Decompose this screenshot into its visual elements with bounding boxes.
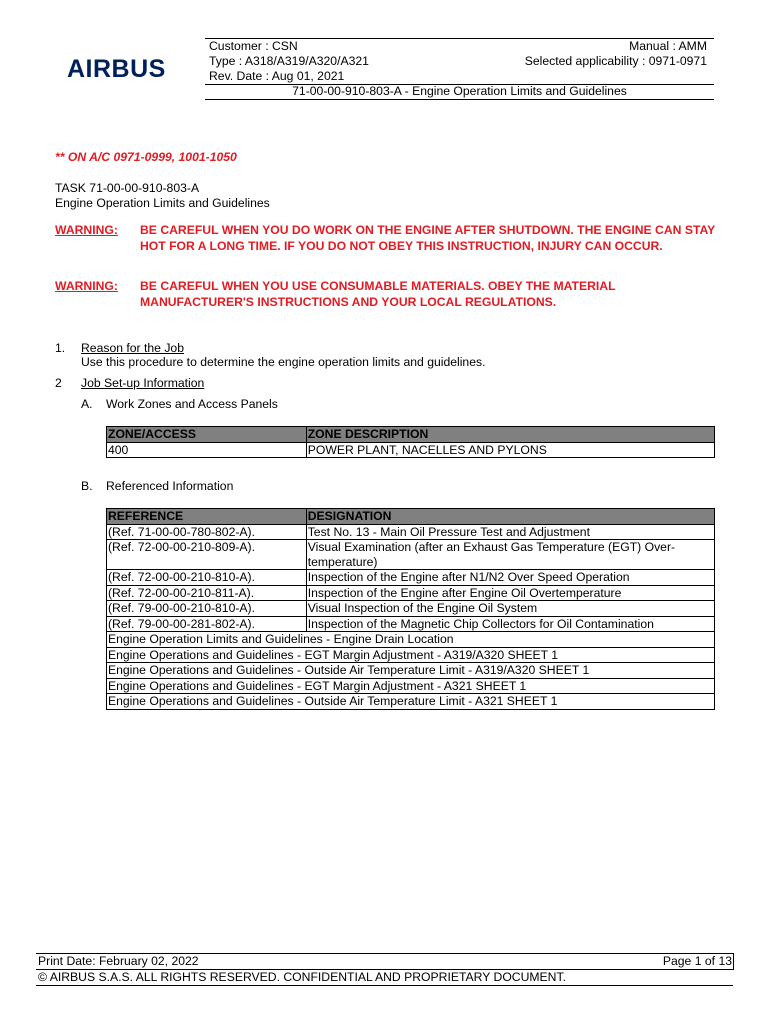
task-id: TASK 71-00-00-910-803-A xyxy=(55,181,200,195)
footer-print-date: Print Date: February 02, 2022 xyxy=(38,954,199,968)
reference-cell: (Ref. 71-00-00-780-802-A). xyxy=(107,524,307,540)
header-customer: Customer : CSN xyxy=(209,39,298,53)
figure-reference-cell: Engine Operations and Guidelines - Outside Air Temperature Limit - A319/A320 SHEET 1 xyxy=(107,663,715,679)
reference-cell: (Ref. 79-00-00-281-802-A). xyxy=(107,616,307,632)
header-manual: Manual : AMM xyxy=(629,39,707,53)
zone-table xyxy=(106,426,715,458)
subsection-a-title: Work Zones and Access Panels xyxy=(106,397,278,411)
designation-cell: Inspection of the Magnetic Chip Collectors for Oil Contamination xyxy=(306,616,714,632)
table-row xyxy=(107,632,715,648)
reference-table-header: DESIGNATION xyxy=(306,509,714,525)
reference-cell: (Ref. 79-00-00-210-810-A). xyxy=(107,601,307,617)
reference-cell: (Ref. 72-00-00-210-809-A). xyxy=(107,540,307,570)
table-row xyxy=(107,616,715,632)
header-type: Type : A318/A319/A320/A321 xyxy=(209,54,369,68)
section-1-text: Use this procedure to determine the engine operation limits and guidelines. xyxy=(81,355,486,369)
warning-text-1: BE CAREFUL WHEN YOU DO WORK ON THE ENGINE AFTER SHUTDOWN. THE ENGINE CAN STAY HOT FOR A LONG TIME. IF YOU DO NOT OBEY THIS INSTRUCTION, INJURY CAN OCCUR. xyxy=(140,223,716,253)
warning-label-1: WARNING: xyxy=(55,223,118,237)
table-row xyxy=(107,540,715,570)
task-title: Engine Operation Limits and Guidelines xyxy=(55,196,270,210)
figure-reference-cell: Engine Operations and Guidelines - EGT Margin Adjustment - A321 SHEET 1 xyxy=(107,678,715,694)
section-2-number: 2 xyxy=(55,376,62,390)
table-row xyxy=(107,585,715,601)
table-row xyxy=(107,601,715,617)
subsection-a-number: A. xyxy=(81,397,93,411)
reference-cell: (Ref. 72-00-00-210-811-A). xyxy=(107,585,307,601)
reference-table-header: REFERENCE xyxy=(107,509,307,525)
zone-table-header: ZONE/ACCESS xyxy=(107,427,307,443)
zone-cell: 400 xyxy=(107,442,307,458)
designation-cell: Visual Examination (after an Exhaust Gas Temperature (EGT) Over-temperature) xyxy=(306,540,714,570)
table-row xyxy=(107,678,715,694)
designation-cell: Test No. 13 - Main Oil Pressure Test and Adjustment xyxy=(306,524,714,540)
airbus-logo: AIRBUS xyxy=(67,55,166,83)
designation-cell: Inspection of the Engine after N1/N2 Over Speed Operation xyxy=(306,570,714,586)
figure-reference-cell: Engine Operations and Guidelines - Outside Air Temperature Limit - A321 SHEET 1 xyxy=(107,694,715,710)
table-row xyxy=(107,442,715,458)
table-row xyxy=(107,694,715,710)
section-2-title: Job Set-up Information xyxy=(81,376,205,390)
section-1-title: Reason for the Job xyxy=(81,341,184,355)
warning-text-2: BE CAREFUL WHEN YOU USE CONSUMABLE MATERIALS. OBEY THE MATERIAL MANUFACTURER'S INSTRUCTIONS AND YOUR LOCAL REGULATIONS. xyxy=(140,279,616,309)
header-applicability: Selected applicability : 0971-0971 xyxy=(524,54,707,68)
reference-cell: (Ref. 72-00-00-210-810-A). xyxy=(107,570,307,586)
warning-label-2: WARNING: xyxy=(55,279,118,293)
table-row xyxy=(107,647,715,663)
footer-copyright: © AIRBUS S.A.S. ALL RIGHTS RESERVED. CONFIDENTIAL AND PROPRIETARY DOCUMENT. xyxy=(38,970,566,984)
subsection-b-number: B. xyxy=(81,479,93,493)
reference-table xyxy=(106,508,715,710)
effectivity: ** ON A/C 0971-0999, 1001-1050 xyxy=(55,150,237,164)
header-rev-date: Rev. Date : Aug 01, 2021 xyxy=(209,69,345,83)
header-doc-title: 71-00-00-910-803-A - Engine Operation Limits and Guidelines xyxy=(292,84,627,98)
zone-description-cell: POWER PLANT, NACELLES AND PYLONS xyxy=(306,442,714,458)
subsection-b-title: Referenced Information xyxy=(106,479,234,493)
zone-table-header-row xyxy=(107,427,715,443)
table-row xyxy=(107,570,715,586)
footer-bottom-rule xyxy=(36,985,733,986)
table-row xyxy=(107,663,715,679)
figure-reference-cell: Engine Operations and Guidelines - EGT Margin Adjustment - A319/A320 SHEET 1 xyxy=(107,647,715,663)
designation-cell: Visual Inspection of the Engine Oil System xyxy=(306,601,714,617)
footer-right-rule xyxy=(733,953,734,970)
designation-cell: Inspection of the Engine after Engine Oil Overtemperature xyxy=(306,585,714,601)
reference-table-header-row xyxy=(107,509,715,525)
header-bottom-rule xyxy=(205,99,714,100)
figure-reference-cell: Engine Operation Limits and Guidelines - Engine Drain Location xyxy=(107,632,715,648)
table-row xyxy=(107,524,715,540)
footer-page-number: Page 1 of 13 xyxy=(662,954,732,968)
section-1-number: 1. xyxy=(55,341,66,355)
zone-table-header: ZONE DESCRIPTION xyxy=(306,427,714,443)
